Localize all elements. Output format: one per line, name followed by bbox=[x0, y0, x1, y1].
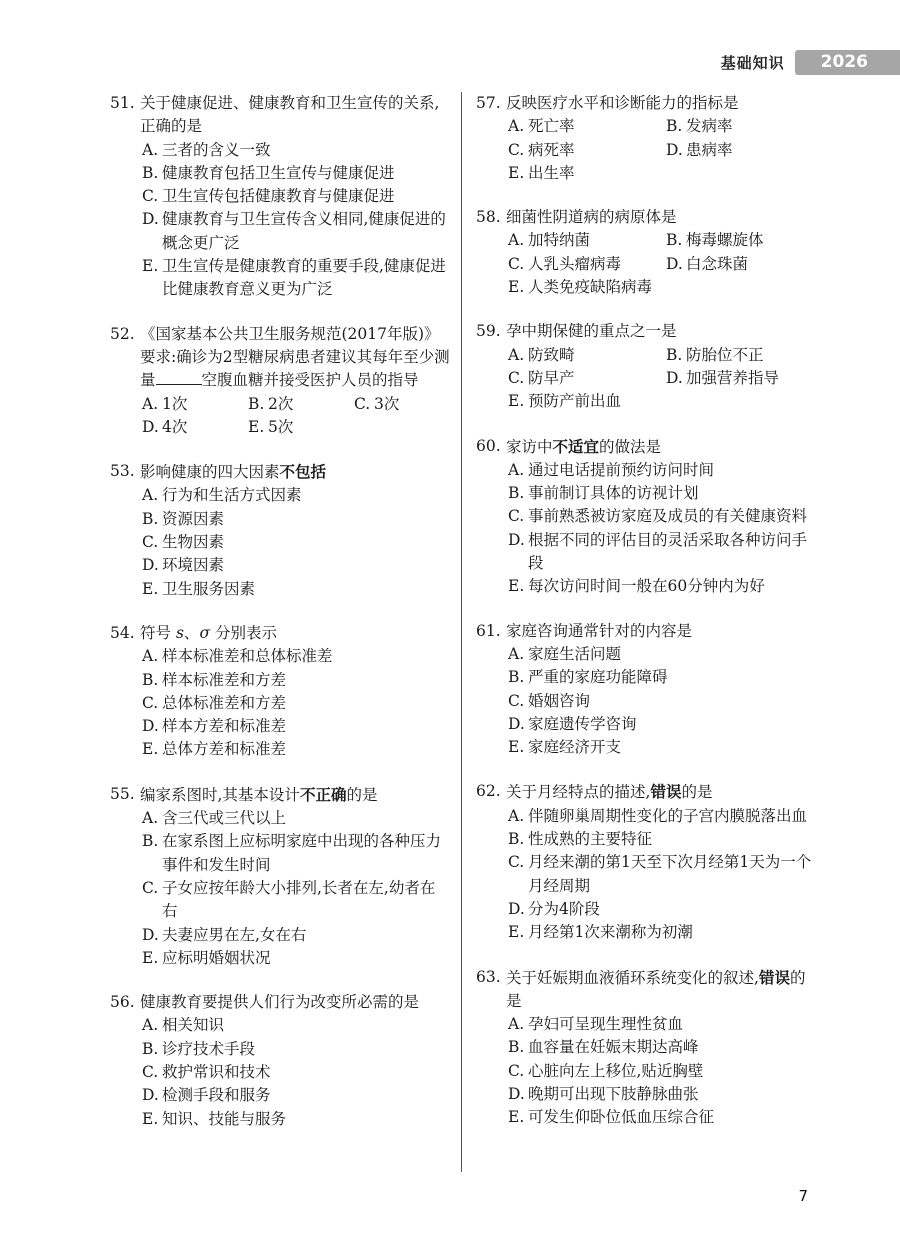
option-a: A. 通过电话提前预约访问时间 bbox=[508, 460, 715, 479]
question-stem: 家庭咨询通常针对的内容是 bbox=[506, 621, 693, 640]
question-54 bbox=[110, 622, 450, 762]
option-b: B. 发病率 bbox=[666, 117, 733, 136]
question-stem: 健康教育要提供人们行为改变所必需的是 bbox=[140, 993, 420, 1012]
question-stem: 家访中不适宜的做法是 bbox=[506, 436, 662, 456]
option-b: B. 血容量在妊娠末期达高峰 bbox=[508, 1038, 699, 1057]
option-d: D. 环境因素 bbox=[142, 556, 225, 575]
option-e: E. 知识、技能与服务 bbox=[142, 1109, 287, 1128]
option-d: D. 加强营养指导 bbox=[666, 368, 780, 387]
option-a: A. 样本标准差和总体标准差 bbox=[142, 647, 333, 666]
question-number: 56. bbox=[110, 993, 135, 1012]
option-d: D. 晚期可出现下肢静脉曲张 bbox=[508, 1084, 699, 1103]
question-stem: 关于妊娠期血液循环系统变化的叙述,错误的是 bbox=[506, 967, 806, 1010]
option-b: B. 事前制订具体的访视计划 bbox=[508, 484, 699, 503]
question-stem: 影响健康的四大因素不包括 bbox=[140, 462, 327, 482]
question-stem: 《国家基本公共卫生服务规范(2017年版)》要求:确诊为2型糖尿病患者建议其每年至少测量 空腹血糖并接受医护人员的指导 bbox=[140, 324, 450, 390]
option-a: A. 行为和生活方式因素 bbox=[142, 486, 302, 505]
question-number: 58. bbox=[476, 208, 501, 227]
option-e: E. 人类免疫缺陷病毒 bbox=[508, 278, 653, 297]
option-c: C. 病死率 bbox=[508, 140, 575, 159]
question-number: 52. bbox=[110, 324, 135, 343]
option-a: A. 家庭生活问题 bbox=[508, 644, 622, 663]
question-number: 54. bbox=[110, 623, 135, 642]
option-b: B. 在家系图上应标明家庭中出现的各种压力事件和发生时间 bbox=[142, 832, 442, 874]
question-stem: 关于月经特点的描述,错误的是 bbox=[506, 782, 713, 802]
option-a: A. 死亡率 bbox=[508, 117, 575, 136]
question-number: 60. bbox=[476, 436, 501, 455]
question-stem: 孕中期保健的重点之一是 bbox=[506, 322, 677, 341]
option-d: D. 健康教育与卫生宣传含义相同,健康促进的概念更广泛 bbox=[142, 210, 446, 252]
option-a: A. 相关知识 bbox=[142, 1016, 225, 1035]
question-stem: 反映医疗水平和诊断能力的指标是 bbox=[506, 94, 739, 112]
option-c: C. 3次 bbox=[354, 394, 400, 413]
option-a: A. 加特纳菌 bbox=[508, 231, 591, 250]
question-stem: 符号 s、σ 分别表示 bbox=[140, 623, 277, 642]
option-e: E. 家庭经济开支 bbox=[508, 738, 622, 757]
question-number: 59. bbox=[476, 322, 501, 341]
option-d: D. 根据不同的评估目的灵活采取各种访问手段 bbox=[508, 530, 808, 573]
option-d: D. 分为4阶段 bbox=[508, 899, 600, 918]
question-number: 61. bbox=[476, 621, 501, 640]
option-e: E. 预防产前出血 bbox=[508, 392, 622, 411]
question-stem: 细菌性阴道病的病原体是 bbox=[506, 208, 677, 227]
option-c: C. 心脏向左上移位,贴近胸壁 bbox=[508, 1061, 704, 1080]
option-c: C. 事前熟悉被访家庭及成员的有关健康资料 bbox=[508, 507, 808, 526]
option-c: C. 救护常识和技术 bbox=[142, 1062, 271, 1081]
option-c: C. 月经来潮的第1天至下次月经第1天为一个月经周期 bbox=[508, 853, 812, 895]
option-c: C. 婚姻咨询 bbox=[508, 691, 591, 710]
option-b: B. 资源因素 bbox=[142, 509, 225, 528]
question-60 bbox=[476, 435, 816, 599]
option-b: B. 样本标准差和方差 bbox=[142, 670, 287, 689]
fill-blank bbox=[156, 370, 202, 385]
question-number: 55. bbox=[110, 784, 135, 803]
column-divider bbox=[461, 92, 462, 1172]
option-e: E. 卫生宣传是健康教育的重要手段,健康促进比健康教育意义更为广泛 bbox=[142, 257, 446, 299]
year-badge: 2026 bbox=[795, 50, 900, 75]
question-number: 62. bbox=[476, 782, 501, 801]
option-d: D. 患病率 bbox=[666, 140, 733, 159]
page-header bbox=[721, 50, 900, 75]
option-a: A. 防致畸 bbox=[508, 345, 575, 364]
left-column bbox=[110, 92, 450, 1152]
question-55 bbox=[110, 783, 450, 970]
option-b: B. 性成熟的主要特征 bbox=[508, 830, 653, 849]
option-c: C. 防早产 bbox=[508, 368, 575, 387]
option-d: D. 4次 bbox=[142, 417, 188, 436]
option-b: B. 梅毒螺旋体 bbox=[666, 231, 764, 250]
option-a: A. 三者的含义一致 bbox=[142, 140, 271, 159]
question-61 bbox=[476, 620, 816, 760]
question-63 bbox=[476, 966, 816, 1130]
option-c: C. 人乳头瘤病毒 bbox=[508, 254, 622, 273]
option-a: A. 1次 bbox=[142, 394, 188, 413]
question-58 bbox=[476, 206, 816, 299]
question-62 bbox=[476, 780, 816, 944]
question-number: 63. bbox=[476, 967, 501, 986]
option-a: A. 含三代或三代以上 bbox=[142, 809, 287, 828]
page-number: 7 bbox=[798, 1187, 808, 1205]
option-c: C. 总体标准差和方差 bbox=[142, 693, 287, 712]
option-b: B. 健康教育包括卫生宣传与健康促进 bbox=[142, 163, 395, 182]
option-d: D. 家庭遗传学咨询 bbox=[508, 714, 637, 733]
option-e: E. 出生率 bbox=[508, 163, 575, 182]
option-b: B. 严重的家庭功能障碍 bbox=[508, 668, 668, 687]
question-51 bbox=[110, 92, 450, 302]
option-e: E. 总体方差和标准差 bbox=[142, 740, 287, 759]
question-stem: 编家系图时,其基本设计不正确的是 bbox=[140, 784, 378, 804]
right-column bbox=[476, 92, 816, 1151]
option-c: C. 生物因素 bbox=[142, 533, 225, 552]
option-b: B. 防胎位不正 bbox=[666, 345, 764, 364]
option-e: E. 应标明婚姻状况 bbox=[142, 948, 271, 967]
option-a: A. 孕妇可呈现生理性贫血 bbox=[508, 1015, 684, 1034]
question-59 bbox=[476, 320, 816, 413]
question-number: 51. bbox=[110, 94, 135, 112]
option-e: E. 5次 bbox=[248, 417, 294, 436]
option-d: D. 白念珠菌 bbox=[666, 254, 749, 273]
option-d: D. 夫妻应男在左,女在右 bbox=[142, 925, 307, 944]
question-53 bbox=[110, 460, 450, 601]
option-b: B. 诊疗技术手段 bbox=[142, 1039, 256, 1058]
question-56 bbox=[110, 991, 450, 1131]
question-number: 53. bbox=[110, 462, 135, 481]
question-number: 57. bbox=[476, 94, 501, 112]
option-e: E. 卫生服务因素 bbox=[142, 579, 256, 598]
section-title: 基础知识 bbox=[720, 54, 785, 72]
question-stem: 关于健康促进、健康教育和卫生宣传的关系,正确的是 bbox=[140, 94, 440, 136]
option-d: D. 检测手段和服务 bbox=[142, 1086, 271, 1105]
option-e: E. 月经第1次来潮称为初潮 bbox=[508, 923, 693, 942]
option-e: E. 每次访问时间一般在60分钟内为好 bbox=[508, 577, 765, 596]
option-c: C. 子女应按年龄大小排列,长者在左,幼者在右 bbox=[142, 878, 436, 921]
option-a: A. 伴随卵巢周期性变化的子宫内膜脱落出血 bbox=[508, 806, 808, 825]
option-c: C. 卫生宣传包括健康教育与健康促进 bbox=[142, 187, 395, 206]
question-57 bbox=[476, 92, 816, 185]
question-52 bbox=[110, 323, 450, 439]
option-e: E. 可发生仰卧位低血压综合征 bbox=[508, 1108, 715, 1127]
option-b: B. 2次 bbox=[248, 394, 294, 413]
option-d: D. 样本方差和标准差 bbox=[142, 717, 287, 736]
